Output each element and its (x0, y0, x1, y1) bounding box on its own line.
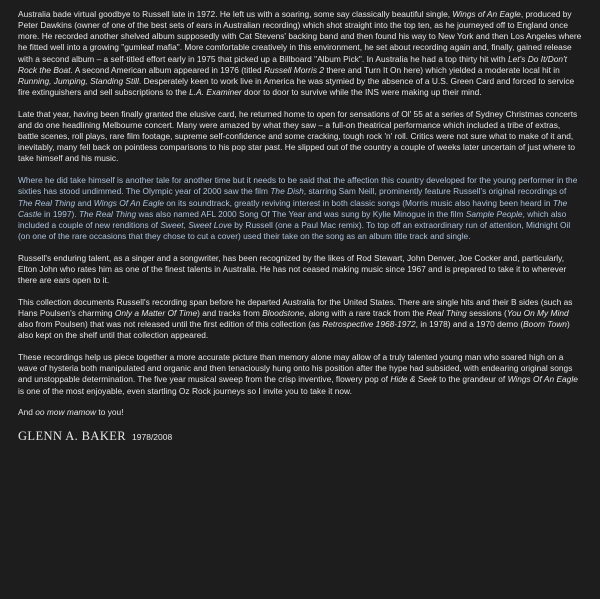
paragraph-1 (18, 9, 582, 98)
text-run: These recordings help us piece together a more accurate picture than memory alone may allow of a truly talented young man who soared high on a wave of hysteria both manipulated and organic and then tenaciously hung onto his position after the hype had subsided, with endearing original songs and unstoppable determination. The five year musical sweep from the crisp inventive, flowery pop of (18, 352, 573, 385)
text-run: ) also kept on the shelf until that collection appeared. (18, 319, 570, 341)
text-run: in 1997). (41, 208, 79, 219)
italic-title: Russell Morris 2 (264, 64, 324, 75)
italic-title: The Real Thing (18, 197, 76, 208)
text-run: , along with a rare track from the (304, 307, 427, 318)
italic-title: L.A. Examiner (189, 87, 242, 98)
italic-title: Sweet, Sweet Love (160, 219, 232, 230)
text-run: . A second American album appeared in 1976 (titled (70, 64, 265, 75)
text-run: Late that year, having been finally granted the elusive card, he returned home to open for sensations of Ol' 55 at a series of Sydney Christmas concerts and do one headlining Melbourne concert. Many were amazed by what they saw – a full-on theatrical performance which included a tribe of extras, battle scenes, roll plays, rare film footage, supreme self-confidence and some cracking, tough rock 'n' roll. Critics were not sure what to make of it and, inevitably, many fell back on pointless comparisons to his pop star past. He slipped out of the country a couple of weeks later uncertain of just where to take himself and his music. (18, 108, 578, 164)
italic-title: Retrospective 1968-1972 (322, 319, 416, 330)
italic-title: Boom Town (523, 319, 567, 330)
text-run: , in 1978) and a 1970 demo ( (415, 319, 524, 330)
text-run: to the grandeur of (436, 374, 508, 385)
sign-off (18, 407, 582, 418)
italic-title: Only a Matter Of Time (114, 307, 198, 318)
italic-title: Wings Of An Eagle (93, 197, 165, 208)
text-run: and (75, 197, 94, 208)
paragraph-3 (18, 175, 582, 242)
paragraph-2 (18, 109, 582, 165)
text-run: on its soundtrack, greatly reviving interest in both classic songs (Morris music also having been heard in (164, 197, 553, 208)
author-signature (18, 429, 582, 444)
text-run: This collection documents Russell's recording span before he departed Australia for the United States. There are single hits and their B sides (such as Hans Poulsen's charming (18, 296, 573, 318)
text-run: is one of the most enjoyable, even startling Oz Rock journeys so I invite you to take it now. (18, 385, 352, 396)
text-run: also from Poulsen) that was not released until the first edition of this collection (as (18, 319, 323, 330)
italic-title: You On My Mind (506, 307, 569, 318)
text-run: there and Turn It On here) which yielded a moderate local hit in (323, 64, 560, 75)
italic-title: Running, Jumping, Standing Still (18, 75, 139, 86)
paragraph-4 (18, 253, 582, 286)
author-date: 1978/2008 (132, 432, 173, 442)
paragraph-5 (18, 297, 582, 342)
italic-title: Let's Do It/Don't Rock the Boat (18, 53, 567, 75)
text-run: And (18, 407, 36, 418)
italic-title: Wings of An Eagle (452, 9, 521, 19)
text-run: . Desperately keen to work live in America he was stymied by the absence of a U.S. Green Card and forced to service fire extinguishers and sell subscriptions to the (18, 75, 575, 98)
text-run: Russell's enduring talent, as a singer and a songwriter, has been recognized by the likes of Rod Stewart, John Denver, Joe Cocker and, particularly, Elton John who rates him as one of the finest talents in Australia. He has not ceased making music since 1967 and is prepared to take it to wherever there are ears open to it. (18, 252, 567, 286)
text-run: sessions ( (466, 307, 507, 318)
paragraph-6 (18, 352, 582, 397)
text-run: door to door to survive while the INS were making up their mind. (241, 87, 482, 98)
italic-title: The Dish (270, 186, 304, 197)
liner-notes-body (18, 9, 582, 418)
text-run: to you! (96, 407, 124, 418)
italic-title: The Castle (18, 197, 568, 219)
text-run: , which also included a couple of new renditions of (18, 208, 567, 230)
italic-title: Wings Of An Eagle (507, 374, 578, 385)
text-run: , produced by Peter Dawkins (owner of one of the best sets of ears in Australian recording) which shot straight into the top ten, as he journeyed off to England once more. He recorded another shelved album supposedly with Cat Stevens' backing band and then found his way to New York and then Los Angeles where he fitted well into a growing "gumleaf mafia". More comfortable creatively in this environment, he set about recording again and, finally, gained release with a second album – a self-titled effort early in 1975 that picked up a Billboard "Album Pick". In Australia he had a top thirty hit with (18, 9, 582, 64)
italic-title: oo mow mamow (35, 407, 97, 418)
text-run: ) and tracks from (197, 307, 263, 318)
italic-title: Bloodstone (262, 307, 305, 318)
text-run: Where he did take himself is another tale for another time but it needs to be said that the affection this country developed for the young performer in the sixties has stood undimmed. The Olympic year of 2000 saw the film (18, 175, 578, 197)
italic-title: The Real Thing (78, 208, 137, 219)
italic-title: Sample People (465, 208, 523, 219)
text-run: , starring Sam Neill, prominently feature Russell's original recordings of (303, 186, 567, 197)
author-name: GLENN A. BAKER (18, 429, 127, 443)
text-run: by Russell (one a Paul Mac remix). To top off an extraordinary run of attention, Midnight Oil (on one of the rare occasions that they chose to cut a cover) used their take on the song as an album title track and single. (18, 219, 571, 241)
italic-title: Hide & Seek (390, 374, 437, 385)
text-run: was also named AFL 2000 Song Of The Year and was sung by Kylie Minogue in the film (136, 208, 466, 219)
italic-title: Real Thing (426, 307, 467, 318)
text-run: Australia bade virtual goodbye to Russell late in 1972. He left us with a soaring, some say classically beautiful single, (18, 9, 453, 19)
